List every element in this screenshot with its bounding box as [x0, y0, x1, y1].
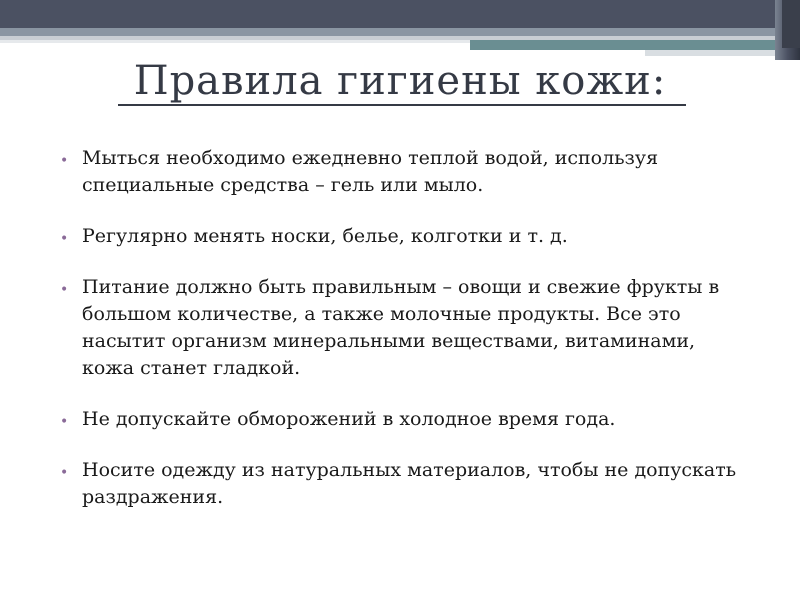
header-stripe-faint [0, 40, 470, 43]
bullet-text: Носите одежду из натуральных материалов, чтобы не допускать раздражения. [82, 459, 737, 508]
bullet-marker: • [60, 282, 69, 298]
title-underline [118, 104, 686, 106]
bullet-marker: • [60, 231, 69, 247]
header-corner-fold-dark [782, 0, 800, 48]
header-accent-bar [470, 40, 800, 50]
bullet-list [60, 145, 750, 535]
bullet-item [60, 223, 750, 250]
bullet-item [60, 274, 750, 382]
bullet-text: Не допускайте обморожений в холодное время года. [82, 408, 616, 430]
header-bar [0, 0, 800, 28]
bullet-marker: • [60, 414, 69, 430]
bullet-text: Регулярно менять носки, белье, колготки и т. д. [82, 225, 568, 247]
bullet-item [60, 145, 750, 199]
bullet-text: Мыться необходимо ежедневно теплой водой, используя специальные средства – гель или мыло. [82, 147, 659, 196]
bullet-text: Питание должно быть правильным – овощи и свежие фрукты в большом количестве, а также молочные продукты. Все это насытит организм минеральными веществами, витаминами, кожа станет гладкой. [82, 276, 720, 379]
bullet-item [60, 406, 750, 433]
bullet-marker: • [60, 465, 69, 481]
header-stripe [0, 28, 800, 36]
bullet-marker: • [60, 153, 69, 169]
bullet-item [60, 457, 750, 511]
slide-title: Правила гигиены кожи: [133, 58, 667, 104]
